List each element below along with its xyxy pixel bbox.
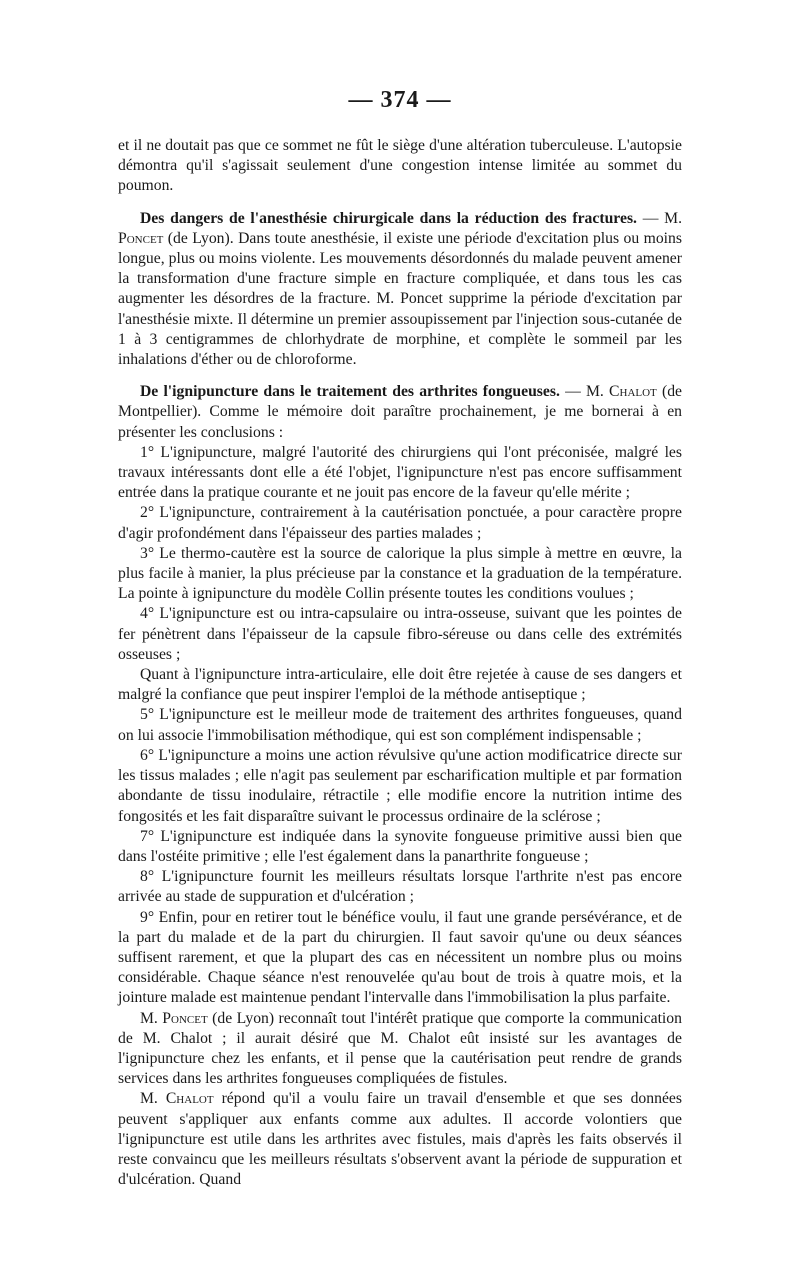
- conclusion-item: 2° L'ignipuncture, contrairement à la cautérisation ponctuée, a pour caractère propre d'agir profondément dans l'épaisseur des parties malades ;: [118, 504, 682, 542]
- section-dash: — M.: [636, 209, 682, 227]
- page-number: — 374 —: [348, 87, 452, 113]
- section-dash: — M.: [559, 383, 610, 401]
- discussion-paragraph: [118, 1089, 682, 1190]
- conclusion-item: 1° L'ignipuncture, malgré l'autorité des chirurgiens qui l'ont préconisée, malgré les travaux intéressants dont elle a été l'objet, l'ignipuncture n'est pas encore suffisamment entrée dans la pratique courante et ne jouit pas encore de la faveur qu'elle mérite ;: [118, 443, 682, 502]
- conclusion-item: 8° L'ignipuncture fournit les meilleurs résultats lorsque l'arthrite n'est pas encore arrivée au stade de suppuration et d'ulcération ;: [118, 868, 682, 906]
- conclusion-item: 3° Le thermo-cautère est la source de calorique la plus simple à mettre en œuvre, la plus facile à manier, la plus précieuse par la constance et la graduation de la température. La pointe à ignipuncture du modèle Collin présente toutes les conditions voulues ;: [118, 544, 682, 603]
- section-body: (de Lyon). Dans toute anesthésie, il existe une période d'excitation plus ou moins longue, plus ou moins violente. Les mouvements désordonnés du malade peuvent amener la transformation d'une fracture simple en fracture compliquée, et dans tous les cas augmenter les désordres de la fracture. M. Poncet supprime la période d'excitation par l'anesthésie mixte. Il détermine un premier assoupissement par l'injection sous-cutanée de 1 à 3 centigrammes de chlorhydrate de morphine, et complète le sommeil par les inhalations d'éther ou de chloroforme.: [118, 229, 682, 369]
- discussion-text: (de Lyon) reconnaît tout l'intérêt pratique que comporte la communication de M. Chalot ; il aurait désiré que M. Chalot eût insisté sur les avantages de l'ignipuncture chez les enfants, et il pense que la cautérisation peut rendre de grands services dans les arthrites fongueuses compliquées de fistules.: [118, 1009, 682, 1088]
- discussion-paragraph: [118, 1009, 682, 1090]
- speaker-prefix: M.: [139, 1009, 163, 1027]
- speaker-prefix: M.: [139, 1090, 166, 1108]
- conclusion-item: 7° L'ignipuncture est indiquée dans la synovite fongueuse primitive aussi bien que dans l'ostéite primitive ; elle l'est également dans la panarthrite fongueuse ;: [118, 827, 682, 865]
- speaker-name: Poncet: [162, 1009, 208, 1027]
- page-body: [118, 136, 682, 1190]
- conclusion-item: Quant à l'ignipuncture intra-articulaire, elle doit être rejetée à cause de ses dangers et malgré la confiance que peut inspirer l'emploi de la méthode antiseptique ;: [118, 666, 682, 704]
- section-heading: De l'ignipuncture dans le traitement des arthrites fongueuses.: [139, 383, 560, 401]
- speaker-name: Chalot: [165, 1090, 214, 1108]
- conclusion-item: 4° L'ignipuncture est ou intra-capsulaire ou intra-osseuse, suivant que les pointes de fer pénètrent dans l'épaisseur de la capsule fibro-séreuse ou dans celle des extrémités osseuses ;: [118, 605, 682, 663]
- section-fractures: [118, 209, 682, 371]
- intro-paragraph: et il ne doutait pas que ce sommet ne fût le siège d'une altération tuberculeuse. L'autopsie démontra qu'il s'agissait seulement d'une congestion intense limitée au sommet du poumon.: [118, 137, 682, 195]
- section-heading: Des dangers de l'anesthésie chirurgicale dans la réduction des fractures.: [139, 209, 637, 227]
- page: [118, 88, 682, 1190]
- section-author: Chalot: [609, 383, 657, 401]
- conclusion-item: 9° Enfin, pour en retirer tout le bénéfice voulu, il faut une grande persévérance, et de la part du malade et de la part du chirurgien. Il faut savoir qu'une ou deux séances suffisent rarement, et que la plupart des cas en nécessitent un nombre plus ou moins considérable. Chaque séance n'est renouvelée qu'au bout de trois à quatre mois, et la jointure malade est maintenue pendant l'intervalle dans l'immobilisation la plus parfaite.: [118, 908, 682, 1007]
- conclusion-item: 5° L'ignipuncture est le meilleur mode de traitement des arthrites fongueuses, quand on lui associe l'immobilisation méthodique, qui est son complément indispensable ;: [118, 706, 682, 744]
- section-body: (de Montpellier). Comme le mémoire doit paraître prochainement, je me bornerai à en présenter les conclusions :: [118, 383, 683, 441]
- section-author: Poncet: [118, 229, 164, 247]
- section-ignipuncture: [118, 382, 682, 443]
- discussion-text: répond qu'il a voulu faire un travail d'ensemble et que ses données peuvent s'appliquer aux enfants comme aux adultes. Il accorde volontiers que l'ignipuncture est utile dans les arthrites avec fistules, mais d'après les faits observés il reste convaincu que les meilleurs résultats s'observent avant la période de suppuration et d'ulcération. Quand: [118, 1090, 682, 1189]
- conclusion-item: 6° L'ignipuncture a moins une action révulsive qu'une action modificatrice directe sur les tissus malades ; elle n'agit pas seulement par escharification multiple et par formation abondante de tissu inodulaire, rétractile ; elle modifie encore la nutrition intime des fongosités et les fait disparaître suivant le processus ordinaire de la sclérose ;: [118, 746, 682, 825]
